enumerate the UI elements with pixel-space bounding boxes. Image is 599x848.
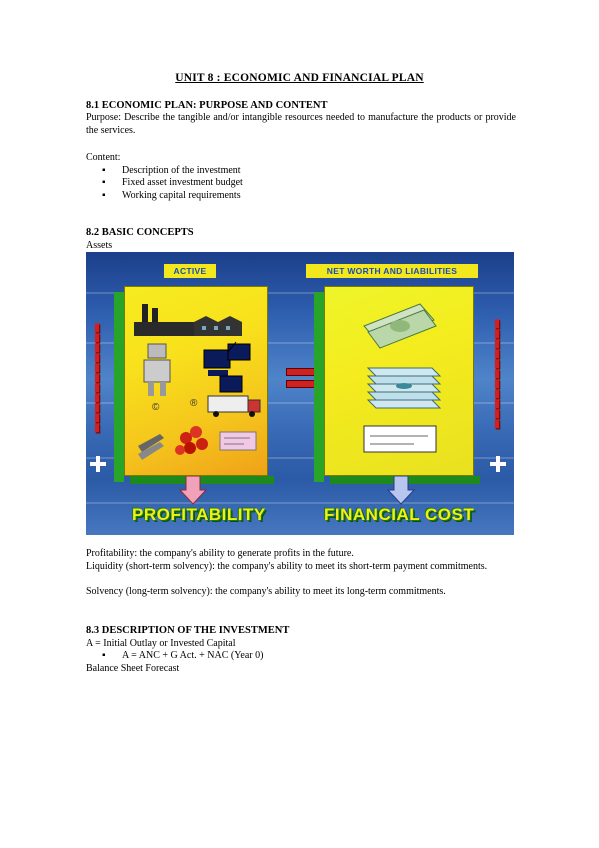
list-item: ▪ A = ANC + G Act. + NAC (Year 0) — [102, 650, 264, 661]
truck-icon — [208, 396, 260, 417]
list-item: ▪ Fixed asset investment budget — [102, 177, 243, 189]
section-8-1-heading: 8.1 ECONOMIC PLAN: PURPOSE AND CONTENT — [86, 100, 328, 111]
list-item: ▪ Description of the investment — [102, 165, 241, 176]
svg-text:©: © — [152, 402, 160, 413]
formula-list — [102, 650, 263, 662]
bullet-icon: ▪ — [102, 165, 106, 176]
section-8-3-heading: 8.3 DESCRIPTION OF THE INVESTMENT — [86, 625, 290, 636]
robot-icon — [144, 344, 170, 396]
balance-sheet-forecast-label: Balance Sheet Forecast — [86, 663, 180, 674]
steel-beam-icon — [138, 434, 164, 460]
liquidity-definition: Liquidity (short-term solvency): the company's ability to meet its short-term payment commitments. — [86, 561, 488, 572]
list-item: ▪ Working capital requirements — [102, 189, 241, 201]
svg-text:®: ® — [190, 398, 198, 409]
solvency-definition: Solvency (long-term solvency): the company's ability to meet its long-term commitments. — [86, 586, 446, 597]
financial-cost-word: FINANCIAL COST — [324, 505, 475, 524]
section-8-2-heading: 8.2 BASIC CONCEPTS — [86, 227, 194, 238]
left-side-arrow-text: ▮ ▮ ▮ ▮ ▮ ▮ ▮ ▮ ▮ ▮ ▮ — [93, 320, 101, 434]
check-document-icon — [220, 432, 256, 450]
down-arrow-icon — [386, 476, 416, 506]
computer-icon — [204, 342, 250, 392]
profitability-definition: Profitability: the company's ability to generate profits in the future. — [86, 548, 354, 559]
content-label: Content: — [86, 152, 121, 163]
assets-label: Assets — [86, 240, 113, 251]
assets-diagram — [86, 252, 514, 535]
assets-illustrations — [124, 286, 268, 476]
equals-sign — [286, 368, 316, 376]
cheque-icon — [364, 426, 436, 452]
factory-icon — [134, 304, 242, 336]
bullet-icon: ▪ — [102, 189, 106, 201]
money-bills-icon — [364, 304, 436, 348]
liabilities-box — [324, 286, 474, 476]
liabilities-illustrations — [324, 286, 474, 476]
equals-sign — [286, 380, 316, 388]
plus-icon — [90, 456, 106, 472]
plus-icon — [490, 456, 506, 472]
bullet-icon: ▪ — [102, 177, 106, 189]
active-label: ACTIVE — [164, 264, 216, 278]
invested-capital-line: A = Initial Outlay or Invested Capital — [86, 638, 236, 649]
bullet-icon: ▪ — [102, 650, 106, 661]
coins-icon — [175, 426, 208, 455]
net-worth-liabilities-label: NET WORTH AND LIABILITIES — [306, 264, 478, 278]
purpose-paragraph: Purpose: Describe the tangible and/or intangible resources needed to manufacture the products or provide the services. — [86, 112, 516, 136]
unit-title: UNIT 8 : ECONOMIC AND FINANCIAL PLAN — [175, 72, 424, 84]
assets-box — [124, 286, 268, 476]
profitability-word: PROFITABILITY — [132, 505, 266, 524]
bond-stack-icon — [368, 368, 440, 408]
down-arrow-icon — [178, 476, 208, 506]
right-side-arrow-text: ▮ ▮ ▮ ▮ ▮ ▮ ▮ ▮ ▮ ▮ ▮ — [493, 316, 501, 430]
content-list — [102, 165, 243, 202]
